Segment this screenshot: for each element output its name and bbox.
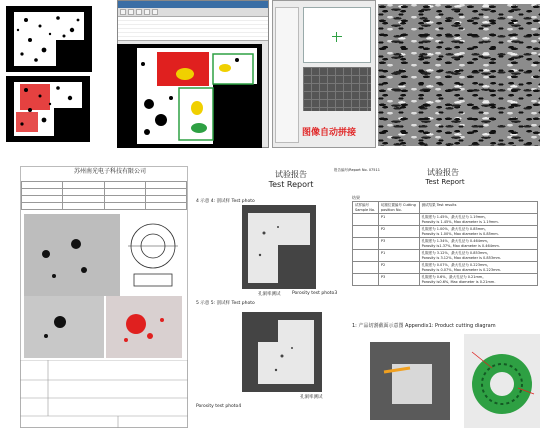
stitching-sidebar[interactable] — [275, 7, 299, 143]
cell-pos: P2 — [378, 262, 419, 274]
col-position: 切割位置编号 Cutting position No. — [378, 202, 419, 214]
report-summary-table — [20, 360, 188, 428]
cell-cn: 孔隙度为 0.07%，最大孔径为 0.223mm。 — [421, 263, 491, 267]
stitched-micrograph — [378, 4, 540, 146]
toolbar-button-5[interactable] — [152, 9, 158, 15]
table-row — [353, 274, 538, 286]
toolbar-button-1[interactable] — [120, 9, 126, 15]
cell-en: Porosity is 1.00%, Max diameter is 0.85mm. — [421, 232, 499, 236]
cell-cn: 孔隙度为 1.00%，最大孔径为 0.85mm。 — [421, 227, 489, 231]
casting-section-photo-4 — [242, 312, 322, 392]
tile-grid[interactable] — [303, 67, 371, 111]
cell-en: Porosity is 3.12%, Max diameter is 0.853mm. — [421, 256, 501, 260]
casting-section-photo-3 — [242, 205, 316, 289]
window-title-bar — [118, 1, 268, 8]
cell-cn: 孔隙度为 0.6%，最大孔径为 0.21mm。 — [421, 275, 486, 279]
cell-pos: P3 — [378, 238, 419, 250]
appendix-caption: 1: 产品切割截面示意图 Appendix1: Product cutting diagram — [352, 323, 496, 329]
cell-cn: 孔隙度为 1.45%，最大孔径为 1.19mm。 — [421, 215, 489, 219]
cell-pos: P1 — [378, 250, 419, 262]
porosity-caption-3-cn: 孔洞率测试 — [258, 292, 281, 297]
micrograph-photo — [24, 214, 120, 296]
binarized-casting-image-2 — [6, 76, 90, 142]
cell-pos: P1 — [378, 214, 419, 226]
results-section-label: 结果 — [352, 195, 360, 200]
ring-part-photo — [464, 334, 540, 428]
table-row — [353, 214, 538, 226]
crosshair-icon-vertical — [336, 32, 337, 42]
auto-stitch-label: 图像自动拼接 — [302, 128, 357, 138]
measurement-table — [118, 17, 268, 41]
table-row — [353, 250, 538, 262]
report-header-table — [21, 181, 187, 210]
mid-report-title-cn: 试验报告 — [275, 170, 307, 179]
toolbar-button-4[interactable] — [144, 9, 150, 15]
report-company-title: 苏州南光电子科技有限公司 — [73, 168, 146, 175]
mold-part-photo — [370, 342, 450, 420]
photo-caption-2: 5 示意 5: 剖试样 Test photo — [196, 301, 255, 306]
crosshair-icon — [332, 36, 342, 37]
pore-detection-canvas[interactable] — [117, 44, 262, 148]
part-drawing — [124, 216, 182, 292]
cell-en: Porosity is0.6%, Max diameter is 0.21mm. — [421, 280, 496, 284]
preview-panel[interactable] — [303, 7, 371, 63]
toolbar-button-3[interactable] — [136, 9, 142, 15]
table-row — [353, 238, 538, 250]
cell-pos: P3 — [378, 274, 419, 286]
table-row — [353, 262, 538, 274]
cell-cn: 孔隙度为 1.34%，最大孔径为 0.464mm。 — [421, 239, 491, 243]
table-row[interactable] — [118, 33, 268, 37]
software-toolbar — [118, 8, 268, 17]
porosity-caption-4-cn: 孔洞率测试 — [300, 395, 323, 400]
right-report-title-cn: 试验报告 — [427, 168, 459, 177]
right-report-title-en: Test Report — [425, 178, 465, 186]
cell-en: Porosity is1.37%, Max diameter is 0.464mm. — [421, 244, 500, 248]
cell-en: Porosity is 1.45%, Max diameter is 1.19mm. — [421, 220, 499, 224]
porosity-caption-3: Porosity test photo3 — [292, 291, 338, 296]
toolbar-button-2[interactable] — [128, 9, 134, 15]
cell-cn: 孔隙度为 3.12%，最大孔径为 0.853mm。 — [421, 251, 491, 255]
col-results: 测试结果 Test results — [419, 202, 537, 214]
porosity-caption-4: Porosity test photo4 — [196, 404, 242, 409]
photo-caption-1: 4 示意 4: 剖试样 Test photo — [196, 199, 255, 204]
report-number: 报告编号/Report No. 07511 — [334, 168, 380, 172]
cell-en: Porosity is 0.07%, Max diameter is 0.223mm. — [421, 268, 501, 272]
mid-report-title-en: Test Report — [268, 180, 314, 189]
results-table — [352, 201, 538, 286]
table-row — [353, 226, 538, 238]
pore-highlight-photo — [106, 296, 182, 358]
cell-pos: P2 — [378, 226, 419, 238]
pore-photo — [24, 296, 104, 358]
col-sample: 试样编号 Sample No. — [353, 202, 379, 214]
binarized-casting-image-1 — [6, 6, 92, 72]
